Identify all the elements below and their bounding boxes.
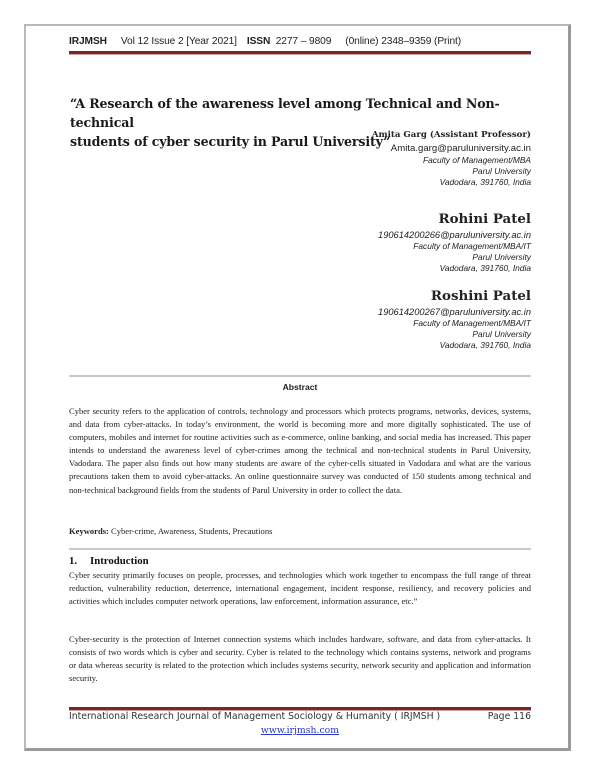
issn-online: 2277 – 9809 [275,36,332,47]
intro-paragraph-1: Cyber security primarily focuses on people, processes, and technologies which work together to encompass the full range of threat reduction, vulnerability reduction, deterrence, international engagement, incident response, resiliency, and recovery policies and activities which includes computer network operations, law enforcement, information assurance, etc.” [69,570,531,607]
author-email: 190614200266@paruluniversity.ac.in [378,230,531,240]
author-3 [378,286,531,351]
header-rule [69,51,531,54]
issn-print: (0nline) 2348–9359 (Print) [345,36,462,47]
author-university: Parul University [472,166,531,176]
keywords-rule [69,548,531,550]
author-university: Parul University [472,252,531,262]
abstract-heading: Abstract [282,382,318,392]
title-line-1: “A Research of the awareness level among Technical and Non-technical [70,96,500,130]
running-footer [69,711,531,722]
author-email: Amita.garg@paruluniversity.ac.in [390,143,531,154]
keywords-label: Keywords: [69,526,109,536]
author-name: Amita Garg (Assistant Professor) [371,130,531,140]
author-university: Parul University [472,329,531,339]
section-number: 1. [69,555,78,567]
website-link[interactable]: www.irjmsh.com [260,725,340,736]
author-location: Vadodara, 391760, India [439,340,531,350]
author-department: Faculty of Management/MBA/IT [413,241,531,251]
author-name: Roshini Patel [430,288,531,304]
author-department: Faculty of Management/MBA/IT [413,318,531,328]
author-email: 190614200267@paruluniversity.ac.in [378,307,531,317]
volume-issue: Vol 12 Issue 2 [Year 2021] [120,36,237,47]
author-location: Vadodara, 391760, India [439,263,531,273]
journal-abbr: IRJMSH [69,36,107,47]
footer-rule [69,707,531,710]
abstract-text: Cyber security refers to the application of controls, technology and processors which protects programs, networks, devices, systems, and data from cyber-attacks. In today’s environment, the world is becoming more and more digitally sophisticated. The use of computers, mobiles and internet for routine activities such as e-commerce, online banking, and social media has increased. This paper intends to understand the awareness level of cyber-crimes among the technical and non-technical students in Parul University, Vadodara. The paper also finds out how many students are aware of the cyber-cells situated in Vadodara and what are the various precautions taken them to avoid cyber-attacks. An online questionnaire survey was conducted of 150 students among technical and non-technical background fields from the students of Parul University in order to collect the data. [69,406,531,495]
author-1 [372,129,531,188]
section-title: Introduction [90,555,149,567]
issn-label: ISSN [246,36,271,47]
author-location: Vadodara, 391760, India [439,177,531,187]
footer-journal-name: International Research Journal of Management Sociology & Humanity ( IRJMSH ) [69,711,441,722]
keywords [69,526,531,536]
title-line-2: students of cyber security in Parul University” [70,134,391,149]
author-name: Rohini Patel [438,211,531,227]
running-header [69,36,531,47]
intro-paragraph-2: Cyber-security is the protection of Internet connection systems which includes hardware, software, and data from cyber-attacks. It consists of two words which is cyber and security. Cyber is related to the technology which contains systems, network and programs or data whereas security is related to the protection which includes systems security, network security and application and information security. [69,634,531,684]
author-department: Faculty of Management/MBA [423,155,531,165]
keywords-values: Cyber-crime, Awareness, Students, Precautions [111,526,273,536]
section-heading-introduction [69,555,149,567]
page-number: Page 116 [487,711,531,722]
author-2 [378,209,531,274]
abstract-top-rule [69,375,531,377]
